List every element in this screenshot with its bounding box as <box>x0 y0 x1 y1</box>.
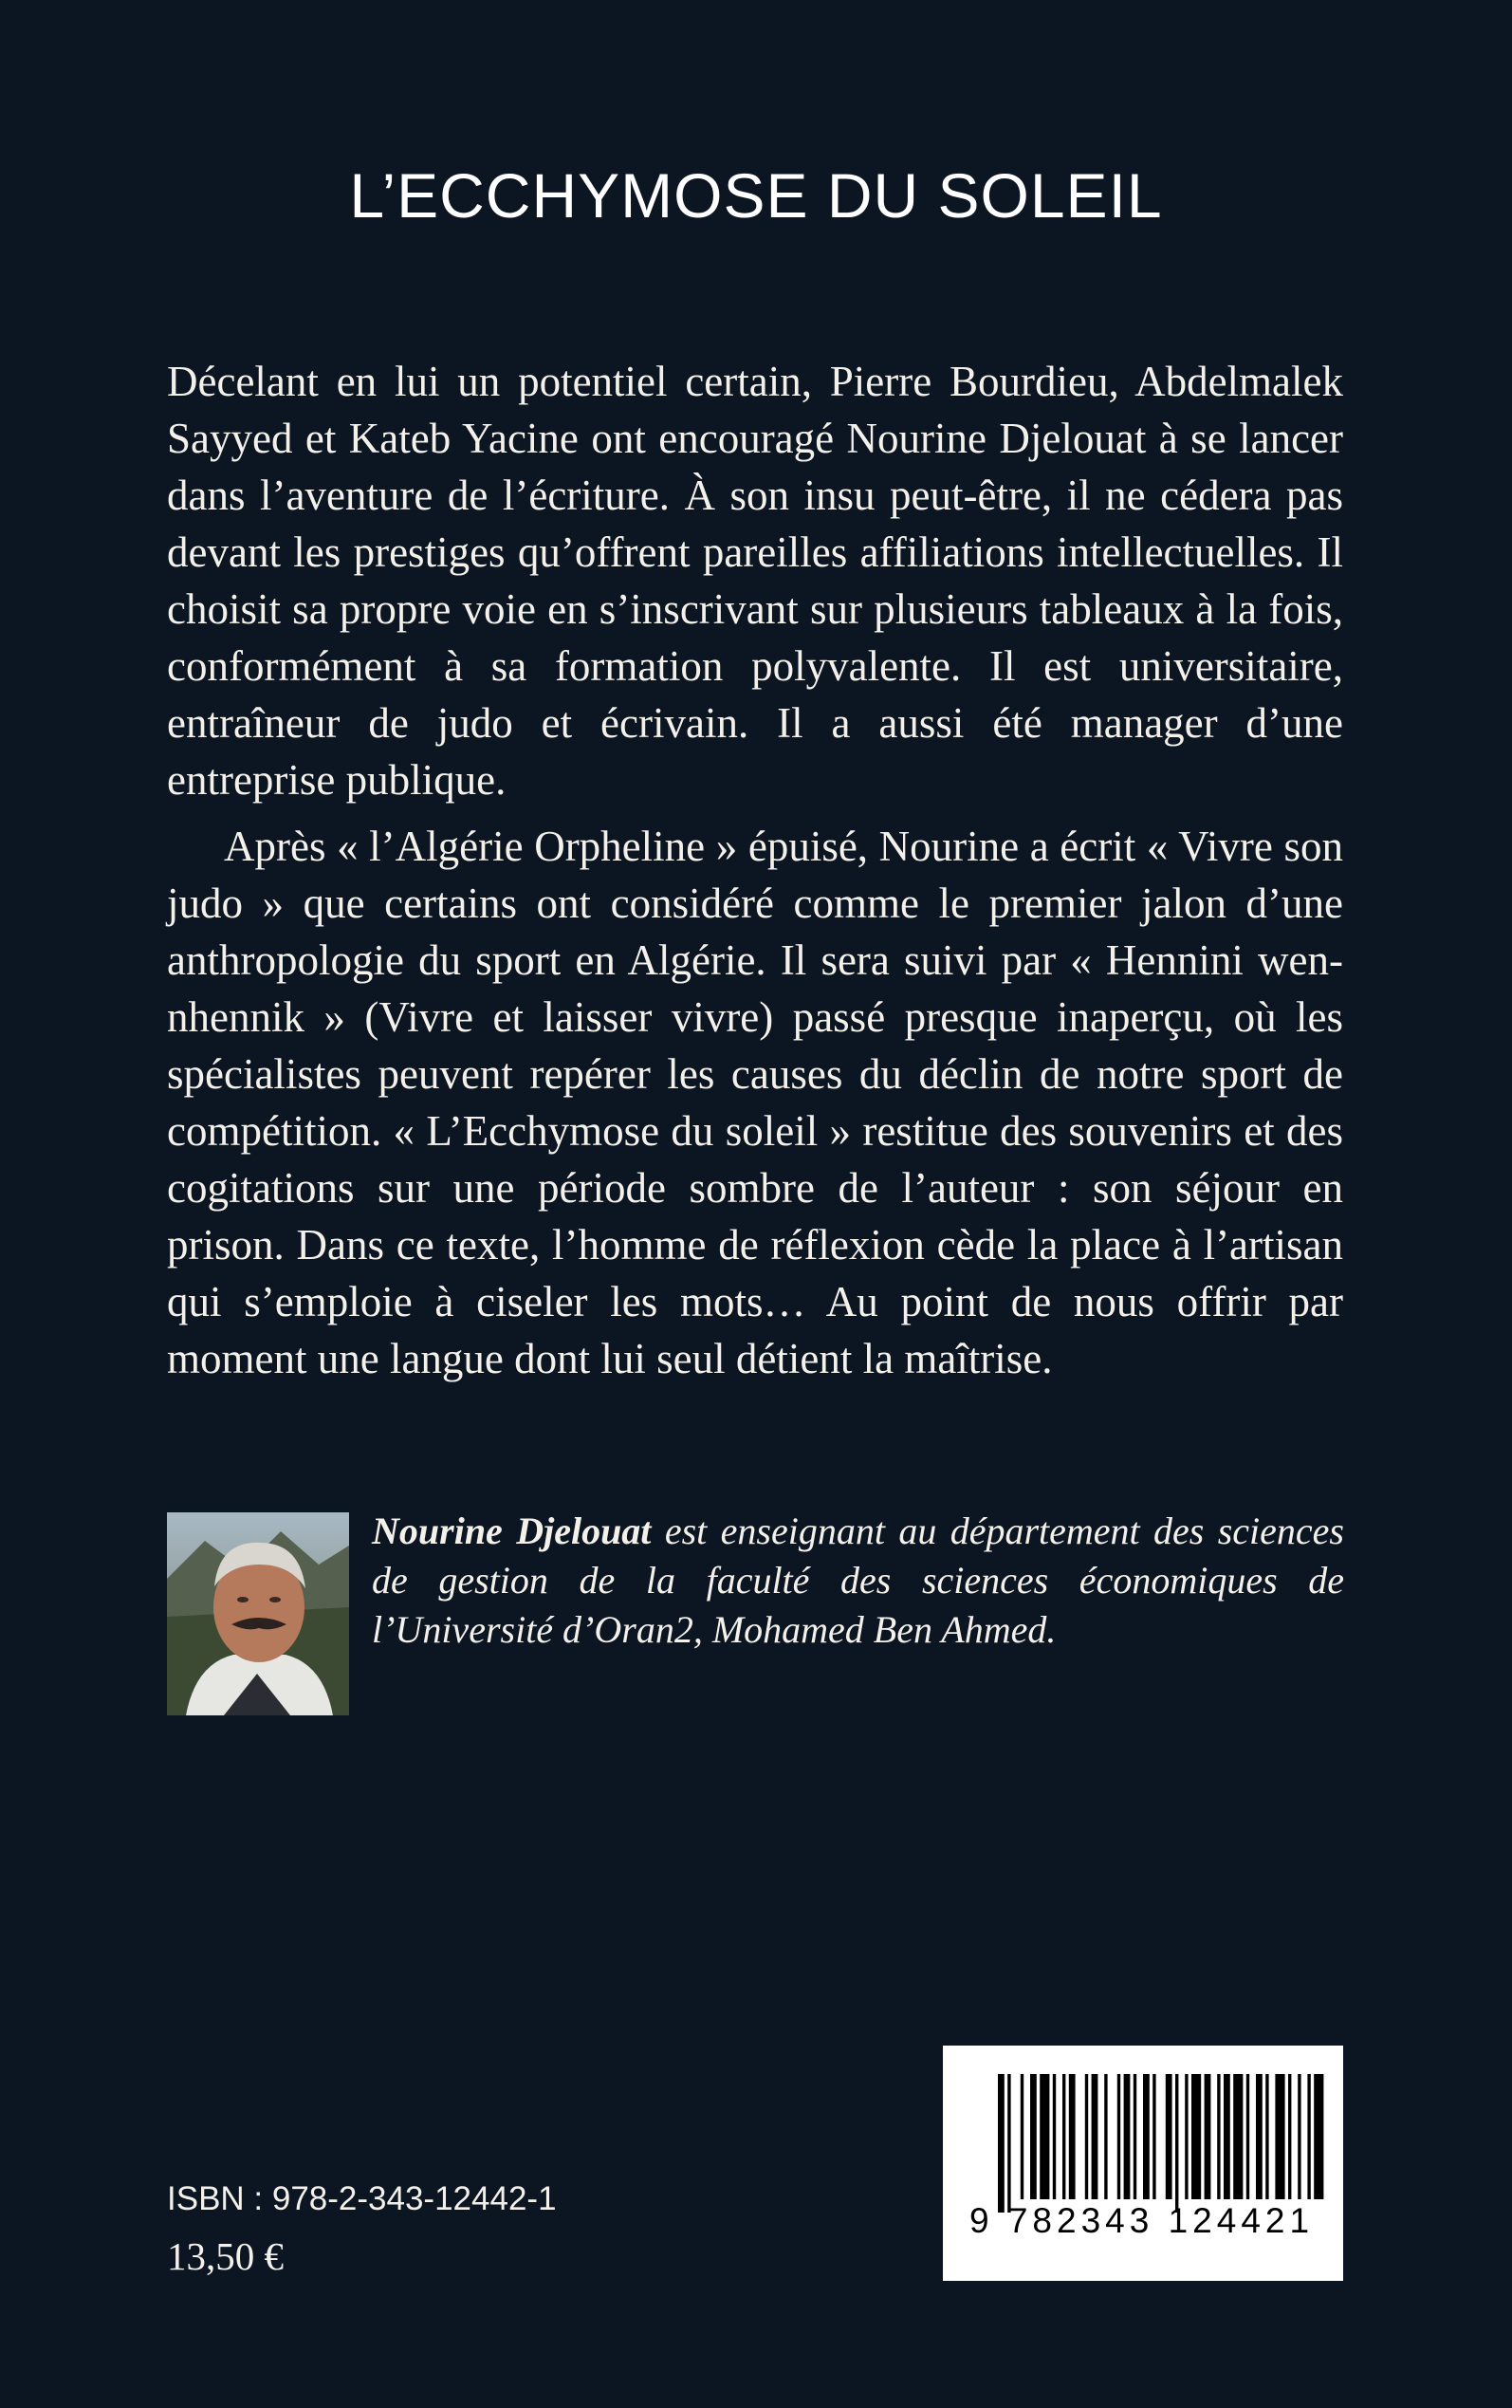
barcode-bar <box>1205 2074 1211 2199</box>
blurb-paragraph-2: Après « l’Algérie Orpheline » épuisé, Nourine a écrit « Vivre son judo » que certains ont considéré comme le premier jalon d’une anthropologie du sport en Algérie. Il sera suivi par « Hennini wen-nhennik » (Vivre et laisser vivre) passé presque inaperçu, où les spécialistes peuvent repérer les causes du déclin de notre sport de compétition. « L’Ecchymose du soleil » restitue des souvenirs et des cogitations sur une période sombre de l’auteur : son séjour en prison. Dans ce texte, l’homme de réflexion cède la place à l’artisan qui s’emploie à ciseler les mots… Au point de nous offrir par moment une langue dont lui seul détient la maîtrise. <box>167 823 1343 1382</box>
price-label: 13,50 € <box>167 2234 284 2278</box>
barcode-bar <box>1053 2074 1056 2199</box>
author-bio-text: est enseignant au département des sciences de gestion de la faculté des sciences économiques de l’Université d’Oran2, Mohamed Ben Ahmed. <box>372 1510 1344 1651</box>
blurb-paragraph-1: Décelant en lui un potentiel certain, Pierre Bourdieu, Abdelmalek Sayyed et Kateb Yacine ont encouragé Nourine Djelouat à se lancer dans l’aventure de l’écriture. À son insu peut-être, il ne cédera pas devant les prestiges qu’offrent pareilles affiliations intellectuelles. Il choisit sa propre voie en s’inscrivant sur plusieurs tableaux à la fois, conformément à sa formation polyvalente. Il est universitaire, entraîneur de judo et écrivain. Il a aussi été manager d’une entreprise publique. <box>167 358 1343 804</box>
barcode-bar <box>1288 2074 1291 2199</box>
barcode-bar <box>1224 2074 1230 2199</box>
back-cover-blurb <box>167 353 1343 1397</box>
barcode-bar <box>1314 2074 1323 2199</box>
barcode-bar <box>998 2074 1005 2213</box>
barcode-bar <box>1069 2074 1076 2199</box>
barcode-bar <box>1085 2074 1088 2199</box>
author-photo <box>167 1512 349 1715</box>
isbn-label: ISBN : 978-2-343-12442-1 <box>167 2180 557 2217</box>
barcode-bar <box>1143 2074 1150 2199</box>
barcode-bar <box>1298 2074 1300 2199</box>
barcode-bar <box>1104 2074 1107 2199</box>
barcode-bar <box>1265 2074 1268 2199</box>
barcode-bar <box>1246 2074 1249 2199</box>
barcode-bar <box>1307 2074 1310 2199</box>
barcode-bar <box>1062 2074 1065 2199</box>
barcode-bar <box>1233 2074 1243 2199</box>
barcode-bar <box>1152 2074 1155 2199</box>
book-title: L’ECCHYMOSE DU SOLEIL <box>349 160 1163 231</box>
barcode-bar <box>1007 2074 1010 2213</box>
barcode-bar <box>1275 2074 1284 2199</box>
barcode <box>943 2046 1343 2281</box>
barcode-bar <box>1166 2074 1172 2199</box>
author-name: Nourine Djelouat <box>372 1510 652 1552</box>
barcode-bar <box>1124 2074 1131 2199</box>
barcode-bar <box>1117 2074 1120 2199</box>
barcode-bar <box>1185 2074 1188 2199</box>
barcode-bar <box>1092 2074 1098 2199</box>
barcode-bar <box>1134 2074 1136 2199</box>
barcode-bar <box>1175 2074 1178 2213</box>
barcode-bar <box>1030 2074 1037 2199</box>
barcode-bar <box>1256 2074 1263 2199</box>
barcode-bar <box>1217 2074 1220 2199</box>
barcode-bar <box>1021 2074 1023 2199</box>
barcode-digits: 9 782343 124421 <box>969 2201 1315 2240</box>
barcode-bar <box>1191 2074 1201 2199</box>
author-bio <box>372 1507 1344 1655</box>
author-portrait-image <box>167 1512 349 1715</box>
barcode-bar <box>1040 2074 1049 2199</box>
barcode-bars <box>943 2046 1343 2281</box>
